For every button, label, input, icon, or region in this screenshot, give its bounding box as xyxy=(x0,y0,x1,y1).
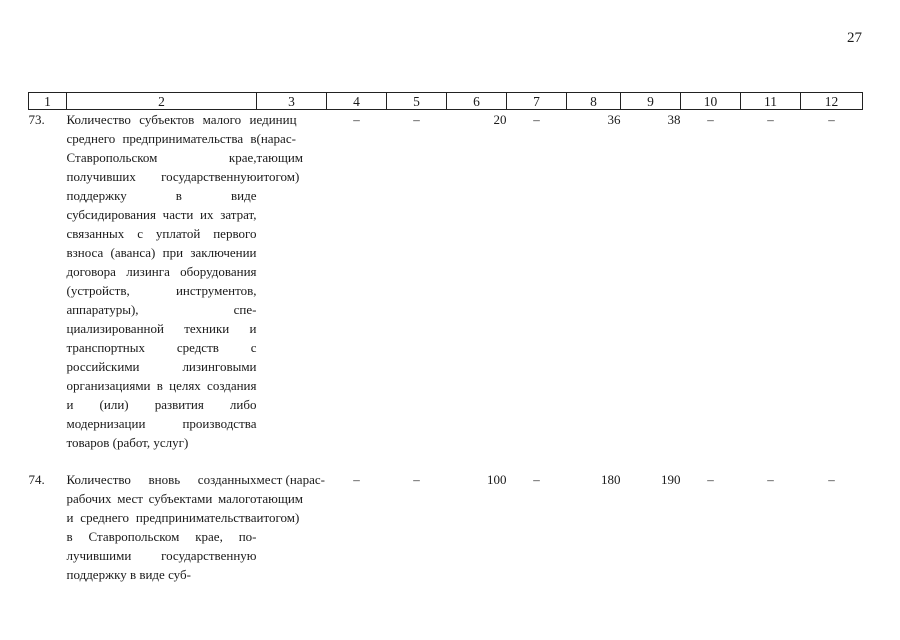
value-col-9: 38 xyxy=(667,112,681,127)
indicator-name: Количество вновь созданных рабочих мест субъектами малого и среднего предпринимательства в Ставропольском крае, получившими государственную поддержку в виде суб- xyxy=(66,472,257,582)
table-row xyxy=(29,470,863,584)
unit-of-measure: мест (нарастающим итогом) xyxy=(256,472,325,525)
column-header-11: 11 xyxy=(741,93,801,110)
row-number: 73. xyxy=(28,112,45,127)
value-col-8: 180 xyxy=(601,472,621,487)
row-spacer-cell xyxy=(29,452,863,470)
value-col-5: – xyxy=(413,472,420,487)
column-header-6: 6 xyxy=(447,93,507,110)
column-number-header-row xyxy=(29,93,863,110)
column-header-7: 7 xyxy=(507,93,567,110)
indicator-name: Количество субъектов малого и среднего предпринимательства в Ставропольском крае, получивших государственную поддержку в виде субсидирования части их затрат, связанных с уплатой первого взноса (аванса) при заключении договора лизинга оборудования (устройств, инструментов, аппаратуры), специализированной техники и транспортных средств с российскими лизинговыми организациями в целях создания и (или) развития либо модернизации производства товаров (работ, услуг) xyxy=(66,112,257,450)
value-col-9: 190 xyxy=(661,472,681,487)
column-header-2: 2 xyxy=(67,93,257,110)
value-col-7: – xyxy=(533,112,540,127)
unit-of-measure: единиц (нарастающим итогом) xyxy=(256,112,304,184)
value-col-12: – xyxy=(828,112,835,127)
page-number: 27 xyxy=(847,30,862,46)
indicators-table xyxy=(28,92,863,584)
table-row xyxy=(29,110,863,453)
column-header-12: 12 xyxy=(801,93,863,110)
column-header-9: 9 xyxy=(621,93,681,110)
value-col-8: 36 xyxy=(607,112,621,127)
value-col-6: 100 xyxy=(487,472,507,487)
column-header-1: 1 xyxy=(29,93,67,110)
column-header-5: 5 xyxy=(387,93,447,110)
value-col-10: – xyxy=(707,112,714,127)
value-col-12: – xyxy=(828,472,835,487)
value-col-4: – xyxy=(353,112,360,127)
column-header-10: 10 xyxy=(681,93,741,110)
value-col-4: – xyxy=(353,472,360,487)
value-col-11: – xyxy=(767,112,774,127)
column-header-8: 8 xyxy=(567,93,621,110)
value-col-6: 20 xyxy=(493,112,507,127)
value-col-7: – xyxy=(533,472,540,487)
value-col-5: – xyxy=(413,112,420,127)
row-number: 74. xyxy=(28,472,45,487)
column-header-3: 3 xyxy=(257,93,327,110)
column-header-4: 4 xyxy=(327,93,387,110)
row-spacer xyxy=(29,452,863,470)
value-col-11: – xyxy=(767,472,774,487)
value-col-10: – xyxy=(707,472,714,487)
